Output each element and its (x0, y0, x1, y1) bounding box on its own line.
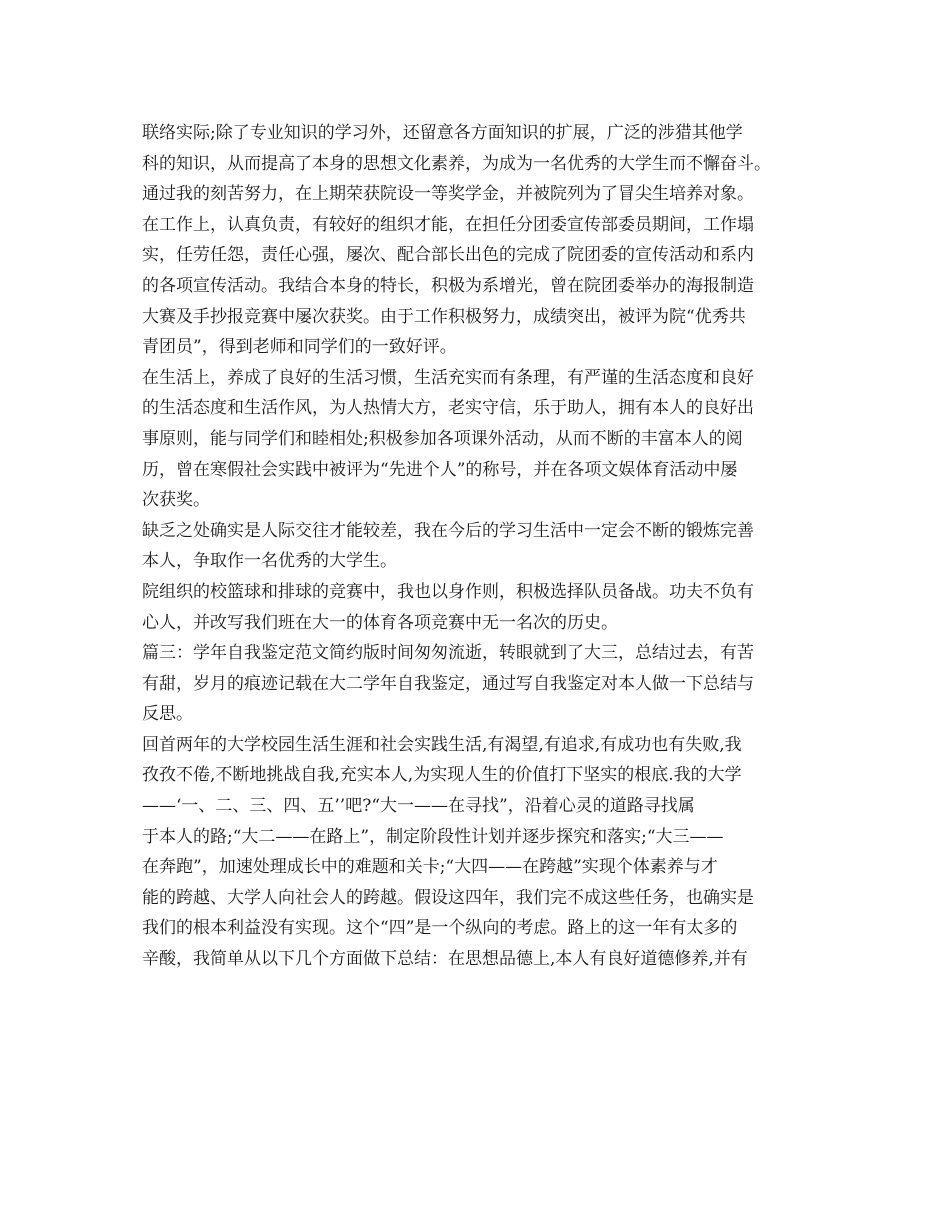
text-line: 辛酸，我简单从以下几个方面做下总结：在思想品德上,本人有良好道德修养,并有 (142, 949, 748, 970)
text-line: 有甜，岁月的痕迹记载在大二学年自我鉴定，通过写自我鉴定对本人做一下总结与 (142, 673, 754, 694)
text-line: 孜孜不倦,不断地挑战自我,充实本人,为实现人生的价值打下坚实的根底.我的大学 (142, 765, 742, 786)
text-line: 实，任劳任怨，责任心强，屡次、配合部长出色的完成了院团委的宣传活动和系内 (142, 245, 754, 266)
text-line: ——‘一、二、三、四、五’’吧?“大一——在寻找”，沿着心灵的道路寻找属 (142, 796, 695, 817)
text-line: 联络实际;除了专业知识的学习外，还留意各方面知识的扩展，广泛的涉猎其他学 (142, 123, 743, 143)
text-line: 历，曾在寒假社会实践中被评为“先进个人”的称号，并在各项文娱体育活动中屡 (142, 459, 738, 480)
text-line: 事原则，能与同学们和睦相处;积极参加各项课外活动，从而不断的丰富本人的阅 (142, 428, 743, 449)
text-line: 缺乏之处确实是人际交往才能较差，我在今后的学习生活中一定会不断的锻炼完善 (142, 520, 754, 541)
text-line: 本人，争取作一名优秀的大学生。 (142, 551, 397, 572)
text-line: 的生活态度和生活作风，为人热情大方，老实守信，乐于助人，拥有本人的良好出 (142, 398, 754, 419)
text-line: 心人，并改写我们班在大一的体育各项竞赛中无一名次的历史。 (142, 612, 618, 633)
text-line: 院组织的校篮球和排球的竞赛中，我也以身作则，积极选择队员备战。功夫不负有 (142, 581, 754, 602)
text-line: 青团员”，得到老师和同学们的一致好评。 (142, 337, 457, 358)
text-line: 在工作上，认真负责，有较好的组织才能，在担任分团委宣传部委员期间，工作塌 (142, 214, 754, 235)
text-line: 通过我的刻苦努力，在上期荣获院设一等奖学金，并被院列为了冒尖生培养对象。 (142, 184, 754, 205)
text-line: 在奔跑”，加速处理成长中的难题和关卡;“大四——在跨越”实现个体素养与才 (142, 857, 718, 878)
text-line: 回首两年的大学校园生活生涯和社会实践生活,有渴望,有追求,有成功也有失败,我 (142, 734, 742, 755)
text-line: 于本人的路;“大二——在路上”，制定阶段性计划并逐步探究和落实;“大三—— (142, 826, 724, 847)
text-line: 反思。 (142, 704, 193, 725)
text-line: 在生活上，养成了良好的生活习惯，生活充实而有条理，有严谨的生活态度和良好 (142, 367, 754, 388)
text-line: 篇三：学年自我鉴定范文简约版时间匆匆流逝，转眼就到了大三，总结过去，有苦 (142, 643, 754, 664)
text-line: 大赛及手抄报竞赛中屡次获奖。由于工作积极努力，成绩突出，被评为院“优秀共 (142, 306, 746, 327)
text-line: 我们的根本利益没有实现。这个“四”是一个纵向的考虑。路上的这一年有太多的 (142, 918, 738, 939)
document-body (142, 118, 832, 975)
text-line: 能的跨越、大学人向社会人的跨越。假设这四年，我们完不成这些任务，也确实是 (142, 887, 754, 908)
text-line: 的各项宣传活动。我结合本身的特长，积极为系增光，曾在院团委举办的海报制造 (142, 275, 754, 296)
text-line: 科的知识，从而提高了本身的思想文化素养，为成为一名优秀的大学生而不懈奋斗。 (142, 153, 771, 174)
text-line: 次获奖。 (142, 490, 210, 511)
